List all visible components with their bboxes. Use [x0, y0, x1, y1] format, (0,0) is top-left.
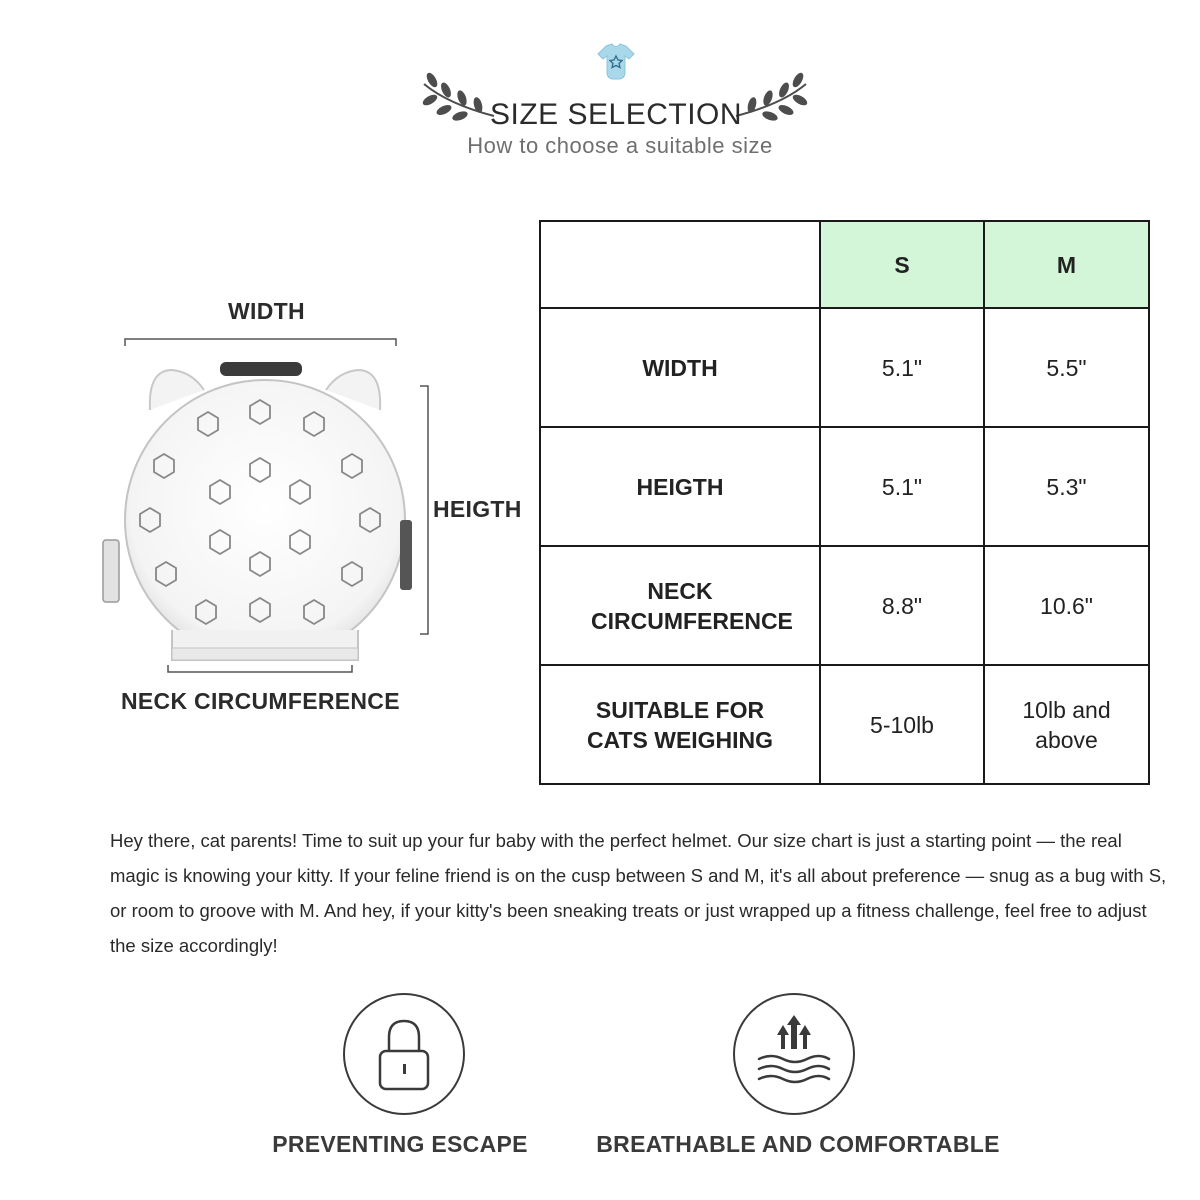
- cell-height-s: 5.1": [820, 427, 984, 546]
- row-label-height: HEIGTH: [540, 427, 820, 546]
- feature-label-breathable: BREATHABLE AND COMFORTABLE: [596, 1131, 1000, 1157]
- size-guide-description: Hey there, cat parents! Time to suit up your fur baby with the perfect helmet. Our size chart is just a starting point — the real magic is knowing your kitty. If your feline friend is on the cusp between S and M, it's all about preference — snug as a bug with S, or room to groove with M. And hey, if your kitty's been sneaking treats or just wrapped up a fitness challenge, feel free to adjust the size accordingly!: [110, 830, 1167, 956]
- lock-icon: [345, 995, 463, 1113]
- header-size-m: M: [984, 221, 1149, 308]
- neck-circumference-label: NECK CIRCUMFERENCE: [121, 688, 400, 714]
- cat-helmet-image: [100, 330, 430, 680]
- table-header-empty: [540, 221, 820, 308]
- cell-height-m: 5.3": [984, 427, 1149, 546]
- row-label-width: WIDTH: [540, 308, 820, 427]
- table-row: [540, 665, 1149, 784]
- header-size-s: S: [820, 221, 984, 308]
- airflow-icon: [735, 995, 853, 1113]
- cell-width-m: 5.5": [984, 308, 1149, 427]
- cell-weight-s: 5-10lb: [820, 665, 984, 784]
- onesie-icon: [594, 42, 638, 82]
- page-title: SIZE SELECTION: [489, 98, 743, 131]
- height-label: HEIGTH: [433, 496, 522, 522]
- cell-neck-m: 10.6": [984, 546, 1149, 665]
- width-label: WIDTH: [228, 298, 305, 324]
- page-subtitle: How to choose a suitable size: [467, 133, 773, 158]
- table-row: [540, 427, 1149, 546]
- table-row: [540, 546, 1149, 665]
- feature-airflow-circle: [733, 993, 855, 1115]
- feature-label-preventing-escape: PREVENTING ESCAPE: [272, 1131, 528, 1157]
- feature-lock-circle: [343, 993, 465, 1115]
- cell-weight-m: 10lb and above: [984, 665, 1149, 784]
- row-label-neck: NECK CIRCUMFERENCE: [540, 546, 820, 665]
- table-row: [540, 308, 1149, 427]
- cell-neck-s: 8.8": [820, 546, 984, 665]
- cell-width-s: 5.1": [820, 308, 984, 427]
- size-chart-table: [539, 220, 1150, 785]
- row-label-weight: SUITABLE FOR CATS WEIGHING: [540, 665, 820, 784]
- table-header-row: [540, 221, 1149, 308]
